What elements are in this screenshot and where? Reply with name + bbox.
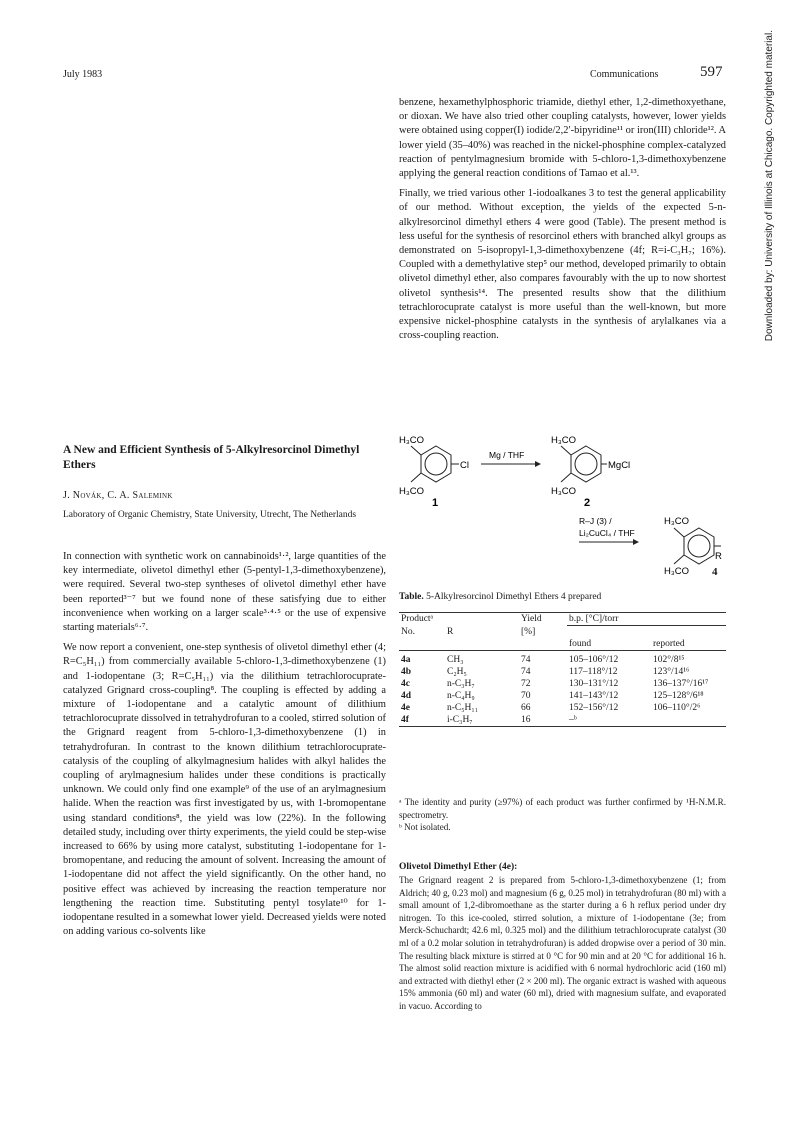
table-header: [%] xyxy=(521,626,536,637)
compound-number: 4 xyxy=(712,566,718,578)
scheme-label: MgCl xyxy=(608,460,631,471)
scheme-label: H₃CO xyxy=(399,435,424,446)
article-affiliation: Laboratory of Organic Chemistry, State University, Utrecht, The Netherlands xyxy=(63,510,357,520)
table-header: Yield xyxy=(521,614,542,624)
paragraph: Finally, we tried various other 1-iodoalkanes 3 to test the general applicability of our method. Without exception, the yields of the expected 5-n-alkylresorcinol dimethyl ethers 4 were good (Table). The present method is less useful for the synthesis of resorcinol ethers with branched alkyl groups as demonstrated on 5-isopropyl-1,3-dimethoxybenzene (4f; R=i-C₃H₇; 16%). Coupled with a demethylative step⁵ our method, developed primarily to obtain olivetol dimethyl ether, also compares favourably with the up to now shortest olivetol synthesis¹⁴. The presented results show that the dilithium tetrachlorocuprate catalyst is more useful than the well-known, but more expensive nickel-phosphine catalysts in the synthesis of arylalkanes via a cross-coupling reaction. xyxy=(399,188,726,342)
reaction-scheme xyxy=(399,428,726,580)
table-header: b.p. [°C]/torr xyxy=(569,614,619,624)
table-row: 4b C₂H₅ 74 117–118°/12 123°/14¹⁶ xyxy=(401,666,690,677)
scheme-label: H₃CO xyxy=(551,435,576,446)
experimental-text: The Grignard reagent 2 is prepared from 5-chloro-1,3-dimethoxybenzene (1; from Aldrich; 40 g, 0.23 mol) and magnesium (6 g, 0.25 mol) in tetrahydrofuran (80 ml) with a small amount of 1,2-dibromoethane as the starter during a 6 h reflux period under dry nitrogen. To this ice-cooled, stirred solution, a mixture of 1-iodopentane (3e; from Merck-Schuchardt; 42.6 ml, 0.325 mol) and the dilithium tetrachlorocuprate catalyst (30 ml of a 0.2 molar solution in tetrahydrofuran) is added dropwise over a period of 30 min. The resulting black mixture is stirred at 0 °C for 90 min and at 20 °C for additional 16 h. The almost solid reaction mixture is acidified with 6 normal hydrochloric acid (160 ml) and extracted with diethyl ether (2 × 200 ml). The organic extract is washed with aqueous 15% ammonia (60 ml) and water (60 ml), dried with magnesium sulfate, and evaporated in vacuo. According to xyxy=(399,875,726,1011)
scheme-label: Li₂CuCl₄ / THF xyxy=(579,528,635,538)
scheme-label: H₃CO xyxy=(664,516,689,527)
table-row: 4d n-C₄H₉ 70 141–143°/12 125–128°/6¹⁸ xyxy=(401,690,704,701)
scheme-label: R–J (3) / xyxy=(579,516,612,526)
scheme-label: R xyxy=(715,551,722,562)
scheme-label: Cl xyxy=(460,460,469,471)
table-header: found xyxy=(569,638,592,649)
article-authors: J. Novák, C. A. Salemink xyxy=(63,490,173,501)
table-header: No. xyxy=(401,626,415,637)
table-caption xyxy=(399,592,726,602)
left-column-body xyxy=(63,550,386,945)
scheme-label: H₃CO xyxy=(551,486,576,497)
arrow-head xyxy=(633,539,639,545)
table-row: 4c n-C₃H₇ 72 130–131°/12 136–137°/16¹⁷ xyxy=(401,678,709,689)
scheme-label: Mg / THF xyxy=(489,450,525,460)
table-row: 4e n-C₅H₁₁ 66 152–156°/12 106–110°/2⁶ xyxy=(401,702,701,713)
download-notice xyxy=(760,30,782,740)
benzene-ring-2 xyxy=(561,446,607,482)
page-number: 597 xyxy=(700,64,723,80)
table-header: Productᵃ xyxy=(401,614,434,624)
running-header-section: Communications xyxy=(590,69,659,80)
table-header-row xyxy=(399,613,726,626)
table-header: R xyxy=(447,626,454,637)
experimental-section xyxy=(399,862,726,1019)
right-column-top xyxy=(399,96,726,349)
table-header-row xyxy=(399,626,726,638)
results-table xyxy=(399,612,726,729)
scheme-label: H₃CO xyxy=(664,566,689,577)
running-header-date: July 1983 xyxy=(63,69,103,80)
table-caption-text: 5-Alkylresorcinol Dimethyl Ethers 4 prepared xyxy=(423,592,602,602)
table-caption-label: Table. xyxy=(399,592,424,602)
table-row: 4f i-C₃H₇ 16 –ᵇ xyxy=(401,714,577,725)
table-header-row xyxy=(399,638,726,651)
paragraph: benzene, hexamethylphosphoric triamide, diethyl ether, 1,2-dimethoxyethane, or dioxan. We have also tried other coupling catalysts, however, lower yields were obtained using copper(I) iodide/2,2′-bipyridine¹¹ or iron(III) chloride¹². A lower yield (35–40%) was reached in the nickel-phosphine complex-catalyzed reaction of pentylmagnesium bromide with 5-chloro-1,3-dimethoxybenzene applying the general reaction conditions of Tamao et al.¹³. xyxy=(399,97,726,180)
compound-number: 2 xyxy=(584,497,591,509)
compound-number: 1 xyxy=(432,497,439,509)
table-footnote: ᵃ The identity and purity (≥97%) of each product was further confirmed by ¹H-N.M.R. spectrometry. xyxy=(399,797,726,820)
paragraph: In connection with synthetic work on cannabinoids¹·², large quantities of the key intermediate, olivetol dimethyl ether (5-pentyl-1,3-dimethoxybenzene), were required. Several two-step syntheses of olivetol dimethyl ether have been reported³⁻⁷ but we found none of these satisfying due to either inconvenience when working on a larger scale³·⁴·⁵ or the use of expensive starting materials⁶·⁷. xyxy=(63,551,386,634)
table-footnote: ᵇ Not isolated. xyxy=(399,822,451,833)
scheme-label: H₃CO xyxy=(399,486,424,497)
arrow-head xyxy=(535,461,541,467)
benzene-ring-4 xyxy=(674,528,721,564)
paragraph: We now report a convenient, one-step synthesis of olivetol dimethyl ether (4; R=C₅H₁₁) from commercially available 5-chloro-1,3-dimethoxybenzene (1) and 1-iodopentane (3; R=C₅H₁₁) via the dilithium tetrachlorocuprate-catalyzed Grignard cross-coupling⁸. The coupling is effected by adding a mixture of 1-iodopentane and a catalytic amount of dilithium tetrachlorocuprate dissolved in tetrahydrofuran to a cooled, stirred solution of the Grignard reagent from 5-chloro-1,3-dimethoxybenzene (1) in tetrahydrofuran. In contrast to the known dilithium tetrachlorocuprate-catalysis of the coupling of alkylmagnesium halides with alkyl halides the coupling of arylmagnesium halides under these conditions is practically unknown. We could only find one example⁹ of the use of an arylmagnesium halide. When the reaction was first investigated by us, with 1-bromopentane using standard conditions⁸, the yield was low (22%). In the following detailed study, including over thirty experiments, the yield could be step-wise increased to 66% by using more catalyst, substituting 1-iodopentane for 1-bromopentane, and reducing the amount of solvent. Increasing the amount of 1-iodopentane did not affect the yield significantly. On the other hand, no positive effect was achieved by increasing the reaction temperature nor lengthening the reaction time. Substituting pentyl tosylate¹⁰ for 1-iodopentane resulted in a somewhat lower yield. Decreased yields were noted on adding various co-solvents like xyxy=(63,642,386,938)
table-footnotes xyxy=(399,796,726,840)
benzene-ring-1 xyxy=(411,446,459,482)
table-row: 4a CH₃ 74 105–106°/12 102°/8¹⁵ xyxy=(401,654,685,665)
download-notice-text: Downloaded by: University of Illinois at Chicago. Copyrighted material. xyxy=(764,30,775,342)
table-header: reported xyxy=(653,638,685,649)
experimental-heading: Olivetol Dimethyl Ether (4e): xyxy=(399,862,518,872)
article-title: A New and Efficient Synthesis of 5-Alkylresorcinol Dimethyl Ethers xyxy=(63,444,360,471)
